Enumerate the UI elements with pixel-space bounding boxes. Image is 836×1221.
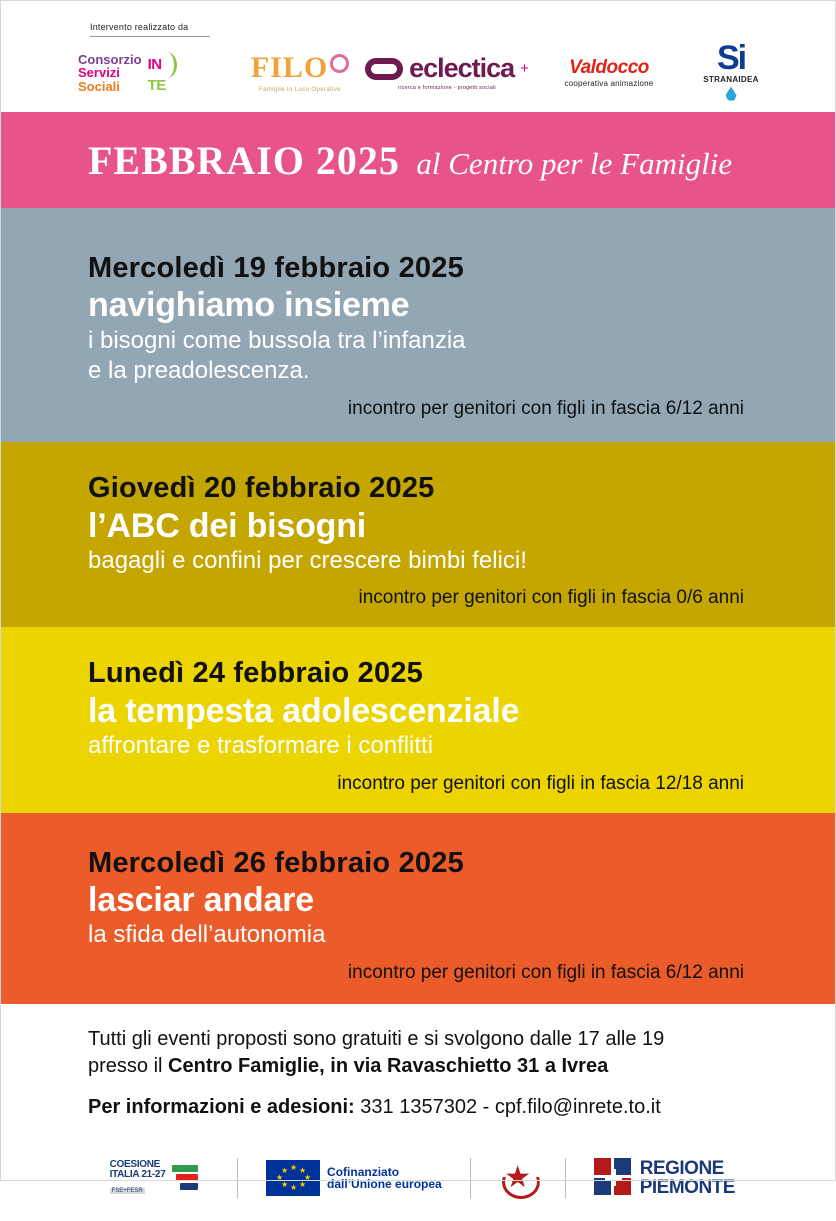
eclectica-wordmark: eclectica: [409, 53, 515, 83]
event-title-1: navighiamo insieme: [88, 286, 410, 325]
partners-strip: [0, 0, 836, 112]
logo-filo: [240, 53, 360, 93]
info-line-2: [88, 1094, 748, 1121]
event-desc-1-line1: i bisogni come bussola tra l’infanzia: [88, 326, 466, 354]
intervento-label: Intervento realizzato da: [90, 22, 189, 32]
emblem-icon: ★: [499, 1159, 537, 1197]
eu-line2: dall’Unione europea: [327, 1177, 442, 1192]
event-desc-4-line1: la sfida dell’autonomia: [88, 921, 326, 949]
logo-coesione-italia: [101, 1160, 209, 1197]
consorzio-line3: Sociali: [78, 78, 120, 94]
valdocco-wordmark: Valdocco: [569, 57, 649, 78]
logo-repubblica-italiana: [499, 1159, 537, 1197]
event-date-1: Mercoledì 19 febbraio 2025: [88, 252, 464, 284]
coesione-line2: ITALIA 21-27: [109, 1169, 166, 1181]
italy-flag-icon: [170, 1165, 200, 1191]
consorzio-line2: Servizi: [78, 65, 120, 81]
event-desc-3-line1: affrontare e trasformare i conflitti: [88, 732, 434, 760]
coesione-wordmark: [110, 1160, 166, 1197]
eu-flag-icon: ★ ★ ★ ★ ★ ★ ★ ★: [266, 1160, 320, 1196]
info-footer: [0, 1004, 836, 1135]
event-desc-2-line1: bagagli e confini per crescere bimbi felici!: [88, 546, 527, 574]
event-band-4: [0, 813, 836, 1004]
swoosh-icon: [160, 52, 177, 78]
info-contact-value: 331 1357302 - cpf.filo@inrete.to.it: [360, 1096, 661, 1119]
info-line-1a: Tutti gli eventi proposti sono gratuiti e si svolgono dalle 17 alle 19: [88, 1028, 665, 1051]
consorzio-line1: Consorzio: [78, 51, 142, 67]
event-band-1: [0, 208, 836, 442]
event-title-3: la tempesta adolescenziale: [88, 691, 520, 730]
event-band-2: [0, 442, 836, 627]
eclectica-tagline: ricerca e formazione - progetti sociali: [398, 85, 496, 91]
filo-tagline: Famiglie In Loco Operative: [258, 87, 342, 93]
divider-rule: [90, 36, 210, 37]
eclectica-mark-icon: [365, 58, 403, 80]
logo-eclectica: [362, 55, 532, 91]
regione-line2: PIEMONTE: [639, 1177, 735, 1199]
regione-line1: REGIONE: [639, 1158, 724, 1180]
info-line-1b: presso il: [88, 1055, 169, 1078]
consorzio-wordmark: [78, 53, 142, 94]
event-date-2: Giovedì 20 febbraio 2025: [88, 472, 435, 505]
eclectica-row: [362, 55, 532, 82]
inrete-te: TE: [147, 77, 166, 94]
logo-stranaidea: [686, 39, 776, 100]
event-note-1: incontro per genitori con figli in fascia 6/12 anni: [347, 398, 744, 420]
logo-consorzio-servizi-sociali: [78, 52, 238, 94]
event-date-3: Lunedì 24 febbraio 2025: [88, 657, 423, 690]
logo-divider-2: [470, 1158, 471, 1198]
valdocco-sub: cooperativa animazione: [564, 79, 654, 88]
logo-inrete: [148, 52, 177, 94]
stranaidea-mark-icon: Si: [716, 39, 746, 78]
logo-unione-europea: [266, 1160, 442, 1196]
eclectica-plus: +: [520, 60, 529, 77]
event-title-2: l’ABC dei bisogni: [88, 506, 367, 545]
circle-icon: [330, 54, 349, 73]
header-band: [0, 112, 836, 208]
event-note-4: incontro per genitori con figli in fascia 6/12 anni: [347, 962, 744, 984]
partner-logo-row: [78, 40, 776, 106]
event-note-3: incontro per genitori con figli in fascia 12/18 anni: [337, 772, 744, 794]
inrete-in: IN: [147, 56, 162, 74]
logo-valdocco: [534, 58, 684, 88]
logo-divider-1: [237, 1158, 238, 1198]
filo-text: FILO: [250, 51, 329, 84]
institutional-logo-row: [0, 1135, 836, 1221]
eu-wordmark: [327, 1166, 442, 1191]
page-subtitle: al Centro per le Famiglie: [416, 145, 733, 181]
event-desc-1-line2: e la preadolescenza.: [88, 357, 310, 385]
piemonte-cross-icon: [594, 1158, 634, 1198]
info-line-1: [88, 1026, 748, 1080]
event-date-4: Mercoledì 26 febbraio 2025: [88, 846, 464, 879]
event-note-2: incontro per genitori con figli in fascia 0/6 anni: [358, 587, 744, 609]
eu-line1: Cofinanziato: [327, 1164, 400, 1179]
coesione-line3: FSE+FESR: [111, 1188, 143, 1195]
droplet-icon: [726, 87, 737, 101]
event-title-4: lasciar andare: [88, 881, 314, 920]
event-band-3: [0, 627, 836, 812]
logo-regione-piemonte: [594, 1158, 735, 1198]
filo-wordmark: [240, 53, 360, 83]
coesione-line1: COESIONE: [109, 1158, 160, 1170]
regione-wordmark: [640, 1159, 735, 1197]
info-contact-label: Per informazioni e adesioni:: [88, 1096, 361, 1119]
page-title: FEBBRAIO 2025: [88, 137, 400, 183]
info-venue: Centro Famiglie, in via Ravaschietto 31 a Ivrea: [168, 1055, 609, 1078]
logo-divider-3: [565, 1158, 566, 1198]
stranaidea-wordmark: STRANAIDEA: [703, 74, 759, 84]
